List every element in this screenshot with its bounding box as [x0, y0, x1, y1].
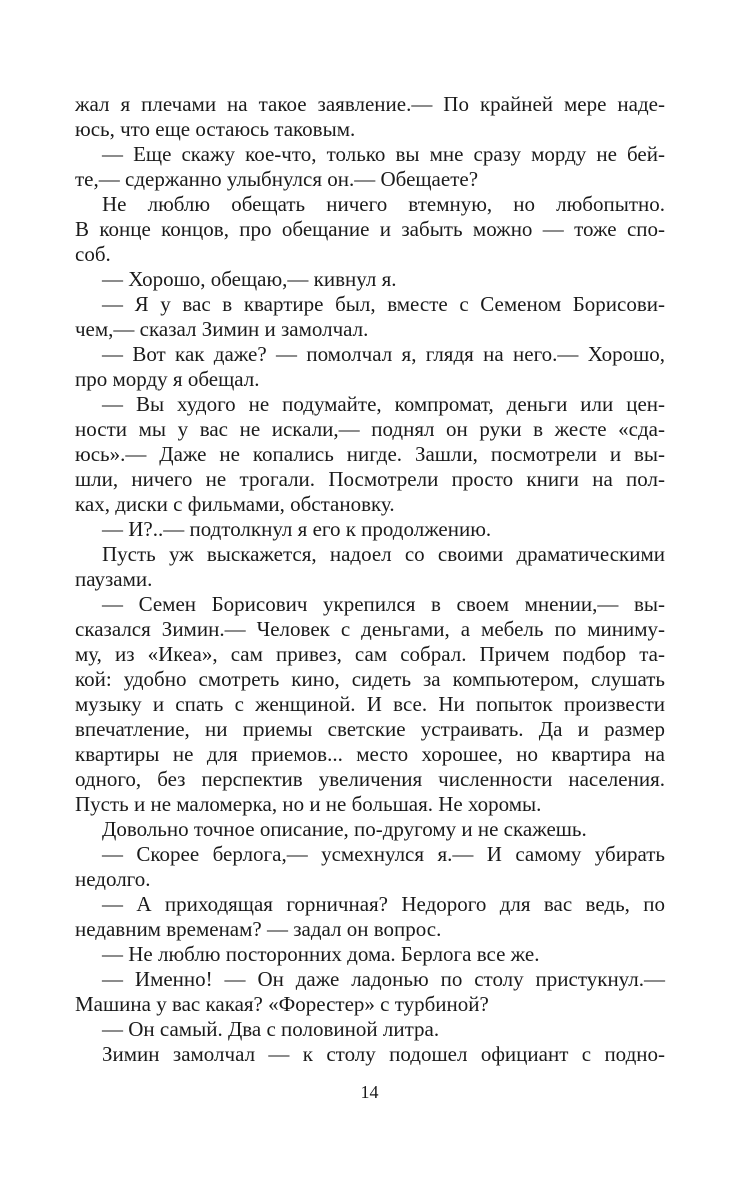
text-line: кой: удобно смотреть кино, сидеть за компьютером, слушать — [75, 667, 665, 691]
text-line: му, из «Икеа», сам привез, сам собрал. Причем подбор та- — [75, 642, 665, 666]
text-line: — Он самый. Два с половиной литра. — [102, 1017, 440, 1041]
text-line: музыку и спать с женщиной. И все. Ни попыток произвести — [75, 692, 665, 716]
text-line: про морду я обещал. — [75, 367, 260, 391]
text-line: — Скорее берлога,— усмехнулся я.— И самому убирать — [102, 842, 665, 866]
text-line: — Вот как даже? — помолчал я, глядя на него.— Хорошо, — [102, 342, 665, 366]
body-text — [75, 92, 665, 1067]
text-line: — Хорошо, обещаю,— кивнул я. — [102, 267, 397, 291]
text-line: ности мы у вас не искали,— поднял он руки в жесте «сда- — [75, 417, 665, 441]
text-line: Не люблю обещать ничего втемную, но любопытно. — [102, 192, 665, 216]
text-line: соб. — [75, 242, 111, 266]
text-line: — А приходящая горничная? Недорого для вас ведь, по — [102, 892, 665, 916]
text-line: чем,— сказал Зимин и замолчал. — [75, 317, 369, 341]
text-line: — И?..— подтолкнул я его к продолжению. — [102, 517, 492, 541]
text-line: одного, без перспектив увеличения численности населения. — [75, 767, 665, 791]
text-line: квартиры не для приемов... место хорошее, но квартира на — [75, 742, 665, 766]
text-line: шли, ничего не трогали. Посмотрели просто книги на пол- — [75, 467, 665, 491]
text-line: — Я у вас в квартире был, вместе с Семеном Борисови- — [102, 292, 665, 316]
text-line: сказался Зимин.— Человек с деньгами, а мебель по миниму- — [75, 617, 665, 641]
text-line: Машина у вас какая? «Форестер» с турбиной? — [75, 992, 489, 1016]
text-line: жал я плечами на такое заявление.— По крайней мере наде- — [75, 92, 665, 116]
text-line: паузами. — [75, 567, 153, 591]
text-line: — Семен Борисович укрепился в своем мнении,— вы- — [102, 592, 665, 616]
page-number: 14 — [360, 1082, 379, 1102]
text-line: Пусть и не маломерка, но и не большая. Не хоромы. — [75, 792, 542, 816]
text-line: — Не люблю посторонних дома. Берлога все же. — [102, 942, 540, 966]
text-line: впечатление, ни приемы светские устраивать. Да и размер — [75, 717, 665, 741]
text-line: В конце концов, про обещание и забыть можно — тоже спо- — [75, 217, 665, 241]
text-line: Довольно точное описание, по-другому и не скажешь. — [102, 817, 587, 841]
text-line: — Еще скажу кое-что, только вы мне сразу морду не бей- — [102, 142, 665, 166]
text-line: юсь».— Даже не копались нигде. Зашли, посмотрели и вы- — [75, 442, 665, 466]
text-line: юсь, что еще остаюсь таковым. — [75, 117, 356, 141]
text-line: недавним временам? — задал он вопрос. — [75, 917, 442, 941]
text-line: — Вы худого не подумайте, компромат, деньги или цен- — [102, 392, 665, 416]
text-line: — Именно! — Он даже ладонью по столу пристукнул.— — [102, 967, 665, 991]
text-line: недолго. — [75, 867, 151, 891]
text-line: Зимин замолчал — к столу подошел официант с подно- — [102, 1042, 665, 1066]
text-line: ках, диски с фильмами, обстановку. — [75, 492, 395, 516]
text-line: Пусть уж выскажется, надоел со своими драматическими — [102, 542, 665, 566]
text-line: те,— сдержанно улыбнулся он.— Обещаете? — [75, 167, 479, 191]
